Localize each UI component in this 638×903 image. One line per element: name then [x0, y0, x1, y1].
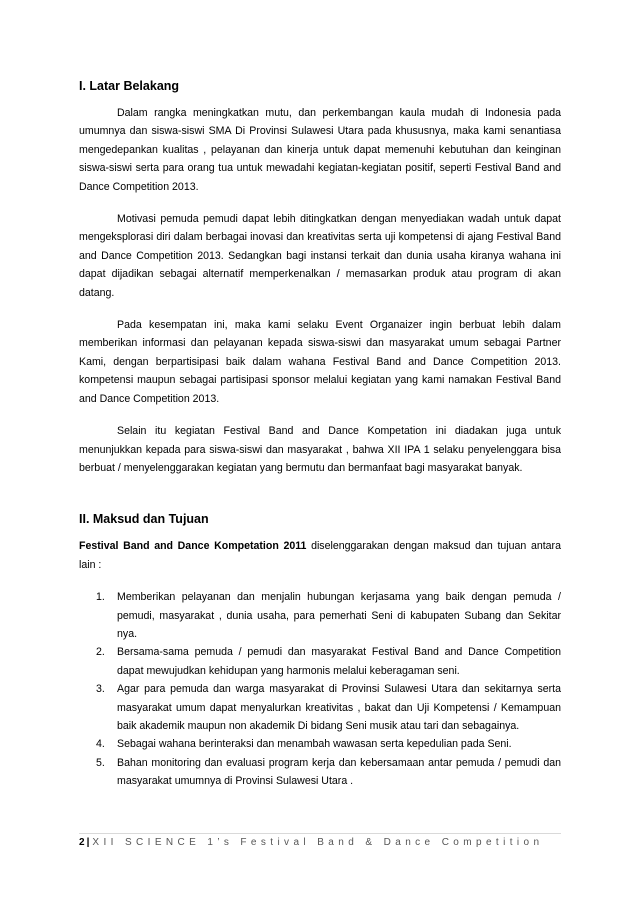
section-1-paragraph-1: Dalam rangka meningkatkan mutu, dan perkembangan kaula mudah di Indonesia pada umumnya dan siswa-siswi SMA Di Provinsi Sulawesi Utara pada khususnya, maka kami senantiasa mengedepankan kualitas , pelayanan dan kinerja untuk dapat memenuhi kebutuhan dan keinginan siswa-siswi serta para orang tua untuk mewadahi kegiatan-kegiatan positif, seperti Festival Band and Dance Competition 2013.	[79, 107, 561, 193]
list-item-text: Agar para pemuda dan warga masyarakat di Provinsi Sulawesi Utara dan sekitarnya serta masyarakat umum dapat menyalurkan kreativitas , bakat dan Uji Kompetensi / Kemampuan baik akademik maupun non akademik Di bidang Seni musik atau tari dan sebagainya.	[117, 683, 561, 732]
list-item-text: Memberikan pelayanan dan menjalin hubungan kerjasama yang baik dengan pemuda / pemudi, masyarakat , dunia usaha, para pemerhati Seni di kabupaten Subang dan Sekitar nya.	[117, 591, 561, 640]
footer-separator: |	[86, 837, 90, 848]
list-item-text: Sebagai wahana berinteraksi dan menambah wawasan serta kepedulian pada Seni.	[117, 738, 512, 751]
section-2-intro	[79, 537, 561, 574]
list-item	[79, 588, 561, 643]
list-item	[79, 643, 561, 680]
list-item-text: Bersama-sama pemuda / pemudi dan masyarakat Festival Band and Dance Competition dapat mewujudkan kehidupan yang harmonis melalui keberagaman seni.	[117, 646, 561, 677]
section-1-paragraph-2: Motivasi pemuda pemudi dapat lebih ditingkatkan dengan menyediakan wadah untuk dapat mengeksplorasi diri dalam berbagai inovasi dan kreativitas serta uji kompetensi di ajang Festival Band and Dance Competition 2013. Sedangkan bagi instansi terkait dan dunia usaha kiranya wahana ini dapat dijadikan sebagai alternatif memperkenalkan / memasarkan produk atau program di akan datang.	[79, 213, 561, 299]
aims-list	[79, 588, 561, 790]
list-item-number: 2.	[96, 646, 105, 659]
section-1-paragraph-3: Pada kesempatan ini, maka kami selaku Event Organaizer ingin berbuat lebih dalam memberikan informasi dan pelayanan kepada siswa-siswi dan masyarakat umum sebagai Partner Kami, dengan berpartisipasi baik dalam wahana Festival Band and Dance Competition 2013. kompetensi maupun sebagai partisipasi sponsor melalui kegiatan yang kami namakan Festival Band and Dance Competition 2013.	[79, 319, 561, 405]
section-1-paragraph-4: Selain itu kegiatan Festival Band and Dance Kompetation ini diadakan juga untuk menunjukkan kepada para siswa-siswi dan masyarakat , bahwa XII IPA 1 selaku penyelenggara bisa berbuat / menyelenggarakan kegiatan yang bermutu dan bermanfaat bagi masyarakat banyak.	[79, 425, 561, 474]
list-item-number: 3.	[96, 683, 105, 696]
section-2-intro-event-name: Festival Band and Dance Kompetation 2011	[79, 540, 307, 553]
list-item	[79, 680, 561, 735]
section-2-title: II. Maksud dan Tujuan	[79, 512, 209, 527]
page-content	[79, 78, 561, 791]
section-1-title: I. Latar Belakang	[79, 79, 180, 93]
list-item-number: 4.	[96, 738, 105, 751]
running-title: XII SCIENCE 1’s Festival Band & Dance Competition	[92, 837, 544, 848]
section-2-intro-text: diselenggarakan dengan maksud dan tujuan antara lain :	[79, 540, 561, 571]
list-item-text: Bahan monitoring dan evaluasi program kerja dan kebersamaan antar pemuda / pemudi dan masyarakat umumnya di Provinsi Sulawesi Utara .	[117, 756, 561, 788]
list-item	[79, 754, 561, 791]
footer-divider	[79, 833, 561, 834]
list-item-number: 5.	[96, 756, 105, 769]
list-item	[79, 735, 561, 753]
page-number: 2	[79, 837, 85, 848]
page-footer	[79, 836, 543, 850]
list-item-number: 1.	[96, 591, 105, 604]
